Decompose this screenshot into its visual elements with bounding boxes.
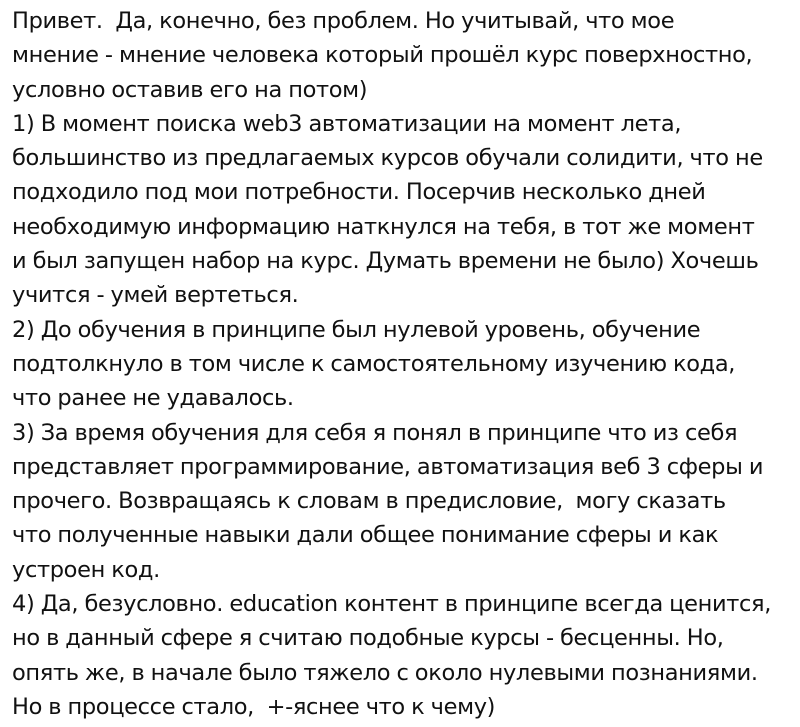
message-line: что ранее не удавалось. <box>12 385 294 412</box>
message-line: и был запущен набор на курс. Думать времени не было) Хочешь <box>12 248 759 275</box>
message-line: подтолкнуло в том числе к самостоятельному изучению кода, <box>12 350 736 377</box>
message-line: необходимую информацию наткнулся на тебя, в тот же момент <box>12 213 755 240</box>
message-line: прочего. Возвращаясь к словам в предисловие, могу сказать <box>12 488 726 515</box>
message-line: большинство из предлагаемых курсов обучали солидити, что не <box>12 145 763 172</box>
message-line: учится - умей вертеться. <box>12 282 299 309</box>
message-line: мнение - мнение человека который прошёл курс поверхностно, <box>12 42 753 69</box>
message-line: устроен код. <box>12 556 160 583</box>
message-line: условно оставив его на потом) <box>12 76 368 103</box>
message-line: подходило под мои потребности. Посерчив несколько дней <box>12 179 706 206</box>
message-line: опять же, в начале было тяжело с около нулевыми познаниями. <box>12 659 758 686</box>
message-line: Но в процессе стало, +-яснее что к чему) <box>12 693 496 720</box>
message-text <box>12 4 798 724</box>
message-line: 1) В момент поиска web3 автоматизации на момент лета, <box>12 110 682 137</box>
message-line: но в данный сфере я считаю подобные курсы - бесценны. Но, <box>12 625 724 652</box>
message-line: что полученные навыки дали общее понимание сферы и как <box>12 522 719 549</box>
message-line: представляет программирование, автоматизация веб 3 сферы и <box>12 453 764 480</box>
message-line: 2) До обучения в принципе был нулевой уровень, обучение <box>12 316 701 343</box>
message-line: Привет. Да, конечно, без проблем. Но учитывай, что мое <box>12 8 675 34</box>
message-line: 4) Да, безусловно. education контент в принципе всегда ценится, <box>12 591 772 618</box>
message-line: 3) За время обучения для себя я понял в принципе что из себя <box>12 419 738 446</box>
